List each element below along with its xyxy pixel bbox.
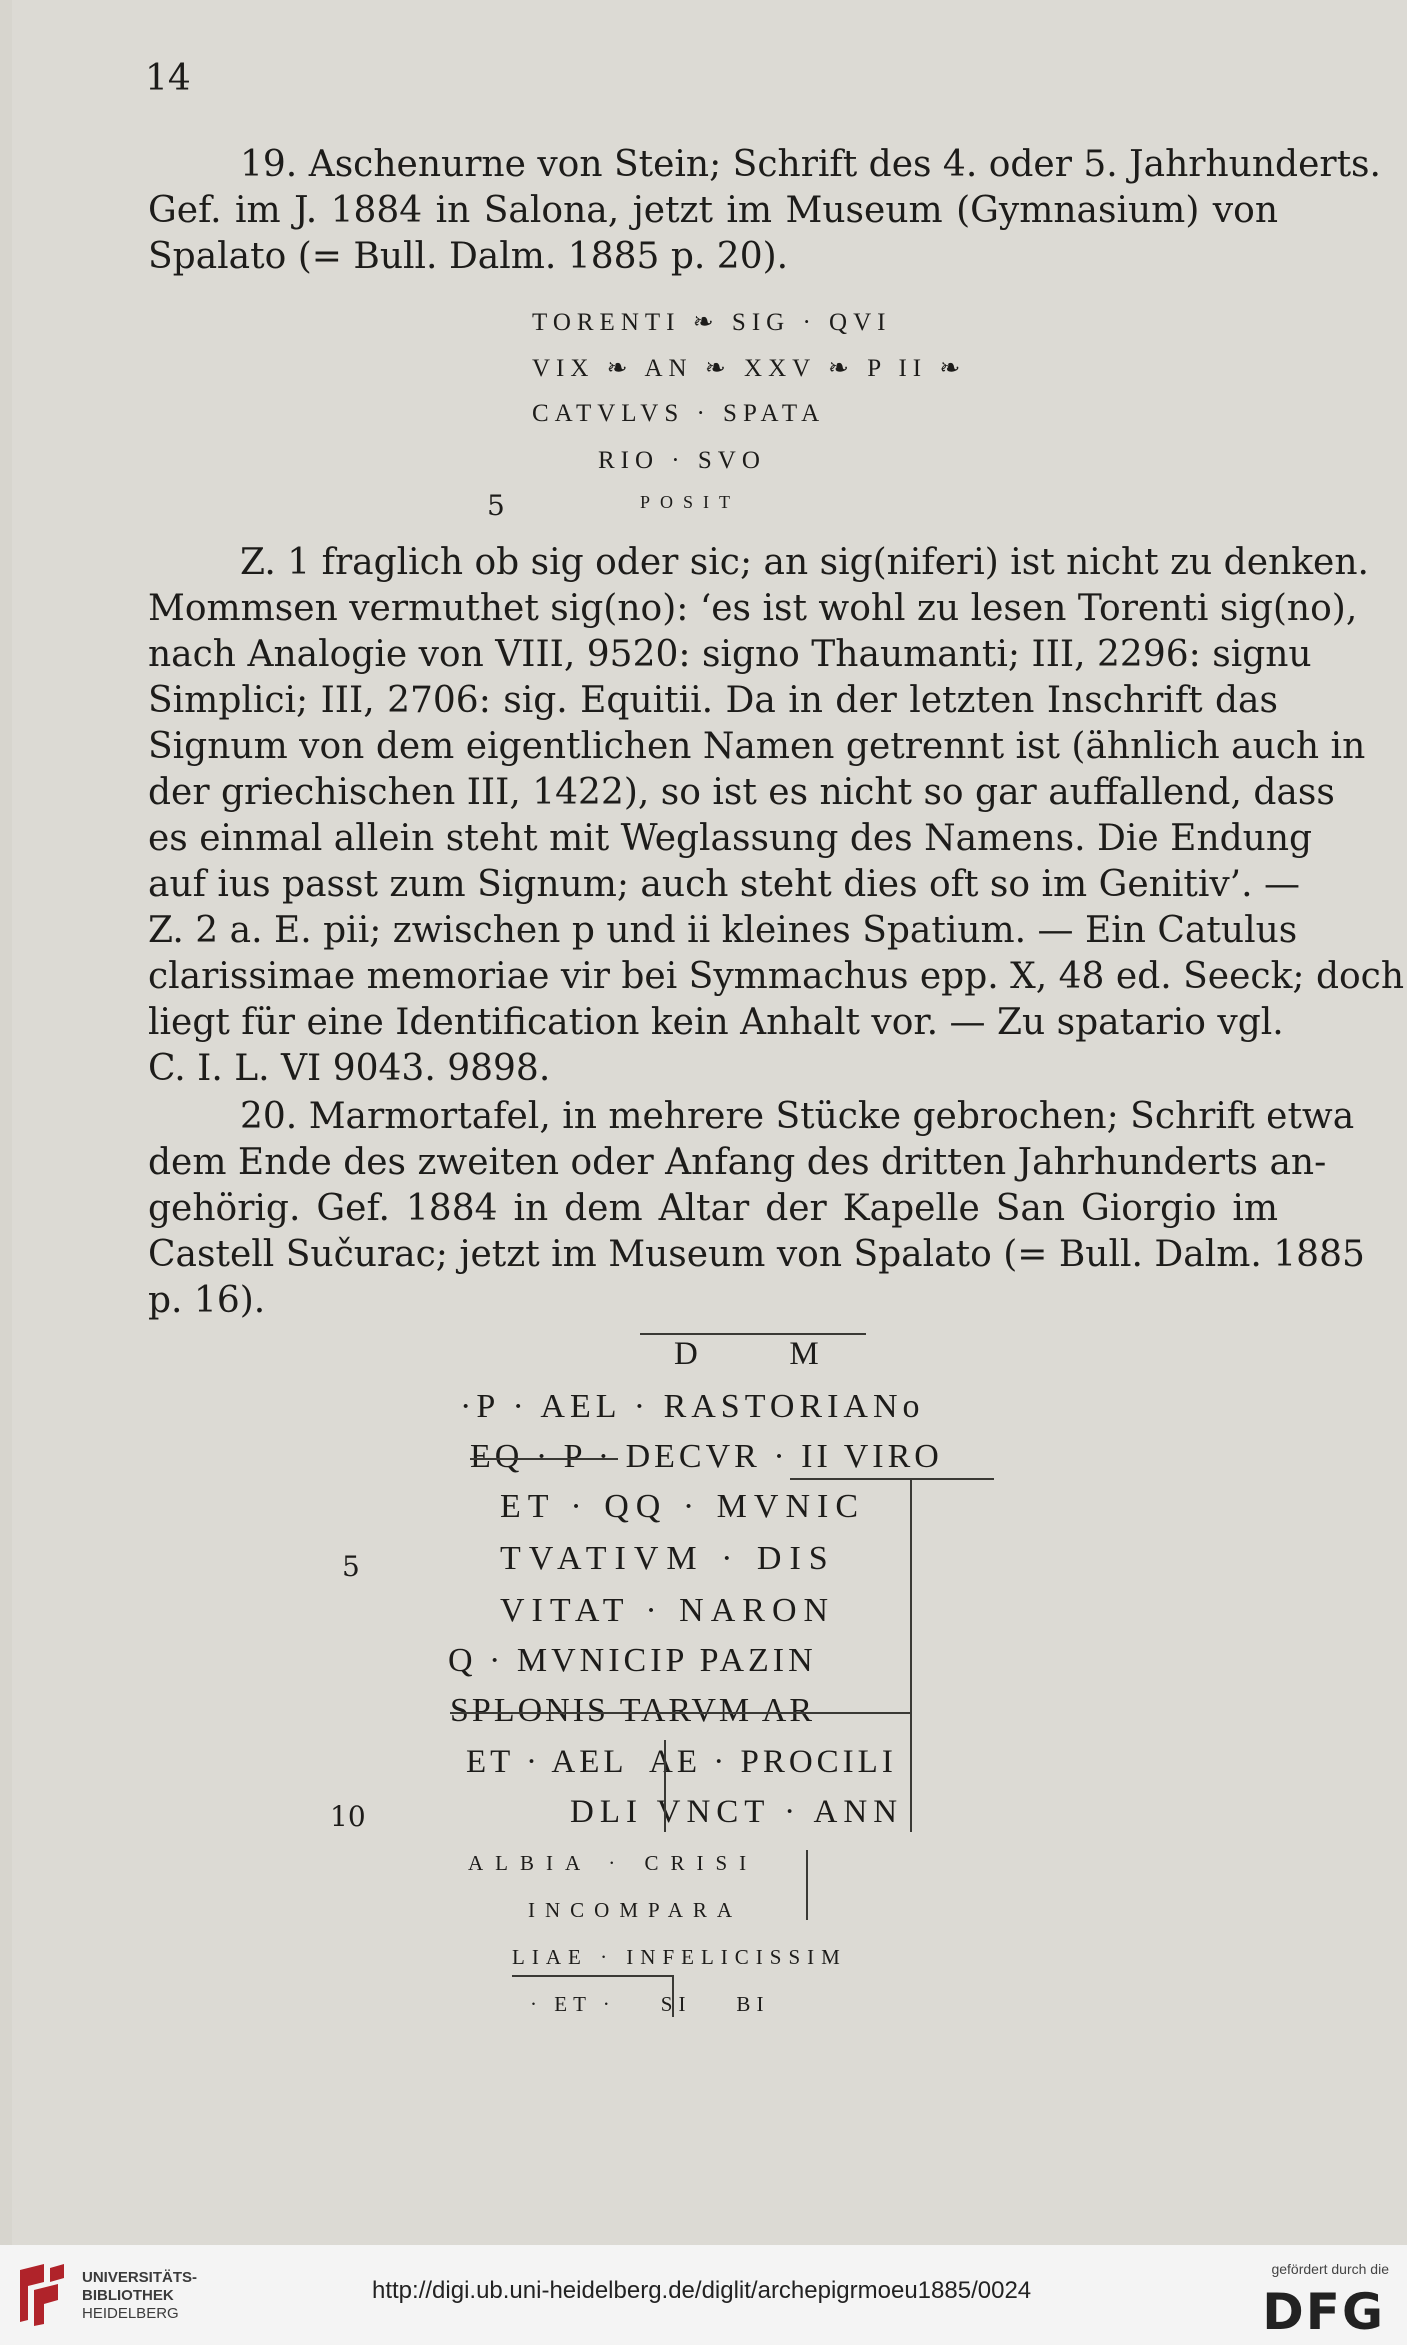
commentary-19 — [148, 540, 1405, 1092]
text-line: nach Analogie von VIII, 9520: signo Thaumanti; III, 2296: signu — [148, 634, 1312, 675]
text-line: Castell Sučurac; jetzt im Museum von Spalato (= Bull. Dalm. 1885 — [148, 1234, 1365, 1275]
entry-20-heading — [148, 1094, 1365, 1324]
inscription-20-line-12: INCOMPARA — [528, 1898, 743, 1922]
inscription-20-line-11: ALBIA · CRISI — [468, 1851, 759, 1875]
inscription-20-line-3: EQ · P · DECVR · II VIRO — [470, 1438, 943, 1475]
inscription-20-line-2: ·P · AEL · RASTORIANo — [460, 1388, 925, 1425]
line-number: 10 — [330, 1800, 366, 1833]
text-line: 20. Marmortafel, in mehrere Stücke gebrochen; Schrift etwa — [240, 1096, 1355, 1137]
inscription-20-line-8: SPLONIS TARVM AR — [450, 1692, 816, 1729]
text-line: Simplici; III, 2706: sig. Equitii. Da in der letzten Inschrift das — [148, 680, 1278, 721]
footer-bar — [0, 2245, 1407, 2345]
text-line: dem Ende des zweiten oder Anfang des dritten Jahrhunderts an- — [148, 1142, 1327, 1183]
strikethrough-mark — [470, 1458, 618, 1460]
dfg-logo: DFG — [1262, 2283, 1385, 2341]
inscription-20-line-14: · ET · SI BI — [530, 1992, 770, 2016]
inscription-19-line-1: TORENTI ❧ SIG · QVI — [532, 309, 892, 336]
text-line: gehörig. Gef. 1884 in dem Altar der Kapelle San Giorgio im — [148, 1188, 1278, 1229]
inscription-19-line-3: CATVLVS · SPATA — [532, 400, 826, 427]
inscription-19-line-2: VIX ❧ AN ❧ XXV ❧ P II ❧ — [532, 355, 967, 382]
inscription-20-line-13: LIAE · INFELICISSIM — [512, 1945, 847, 1969]
text-line: liegt für eine Identification kein Anhalt vor. — Zu spatario vgl. — [148, 1002, 1284, 1043]
page-number: 14 — [145, 58, 191, 99]
line-number: 5 — [342, 1550, 360, 1583]
text-line: C. I. L. VI 9043. 9898. — [148, 1048, 551, 1089]
inscription-19-line-5: POSIT — [640, 492, 741, 512]
inscription-20-line-9: ET · AEL AE · PROCILI — [466, 1744, 897, 1780]
fragment-edge — [664, 1740, 666, 1832]
entry-19-heading — [148, 142, 1381, 280]
fragment-edge — [512, 1975, 672, 1977]
text-line: Gef. im J. 1884 in Salona, jetzt im Museum (Gymnasium) von — [148, 190, 1278, 231]
strikethrough-mark — [450, 1712, 912, 1714]
inscription-20-line-10: DLI VNCT · ANN — [570, 1794, 904, 1830]
inscription-20-line-6: VITAT · NARON — [500, 1592, 836, 1629]
fragment-edge — [806, 1850, 808, 1920]
text-line: p. 16). — [148, 1280, 266, 1321]
text-line: Signum von dem eigentlichen Namen getrennt ist (ähnlich auch in — [148, 726, 1366, 767]
library-logo-icon — [14, 2260, 70, 2326]
inscription-20-line-4: ET · QQ · MVNIC — [500, 1488, 866, 1525]
text-line: Z. 2 a. E. pii; zwischen p und ii kleines Spatium. — Ein Catulus — [148, 910, 1298, 951]
institution-line: HEIDELBERG — [82, 2305, 179, 2322]
text-line: auf ius passt zum Signum; auch steht dies oft so im Genitiv’. — — [148, 864, 1300, 905]
inscription-20-line-1: D M — [674, 1336, 825, 1372]
fragment-edge — [672, 1975, 674, 2017]
text-line: der griechischen III, 1422), so ist es nicht so gar auffallend, dass — [148, 772, 1335, 813]
funded-by-label: gefördert durch die — [1271, 2261, 1389, 2277]
inscription-19-line-4: RIO · SVO — [598, 447, 766, 474]
permalink-url[interactable]: http://digi.ub.uni-heidelberg.de/diglit/archepigrmoeu1885/0024 — [372, 2277, 1032, 2304]
institution-line: BIBLIOTHEK — [82, 2287, 174, 2304]
line-number: 5 — [487, 489, 505, 522]
inscription-20-line-7: Q · MVNICIP PAZIN — [448, 1642, 817, 1679]
fragment-edge — [640, 1333, 866, 1335]
fragment-edge — [910, 1478, 912, 1832]
institution-line: UNIVERSITÄTS- — [82, 2269, 198, 2286]
text-line: Spalato (= Bull. Dalm. 1885 p. 20). — [148, 236, 789, 277]
fragment-edge — [790, 1478, 994, 1480]
institution-name — [82, 2269, 197, 2323]
text-line: clarissimae memoriae vir bei Symmachus epp. X, 48 ed. Seeck; doch — [148, 956, 1405, 997]
text-line: es einmal allein steht mit Weglassung des Namens. Die Endung — [148, 818, 1313, 859]
inscription-20-line-5: TVATIVM · DIS — [500, 1540, 836, 1577]
text-line: Mommsen vermuthet sig(no): ‘es ist wohl zu lesen Torenti sig(no), — [148, 588, 1358, 629]
text-line: 19. Aschenurne von Stein; Schrift des 4. oder 5. Jahrhunderts. — [240, 144, 1381, 185]
text-line: Z. 1 fraglich ob sig oder sic; an sig(niferi) ist nicht zu denken. — [240, 542, 1369, 583]
